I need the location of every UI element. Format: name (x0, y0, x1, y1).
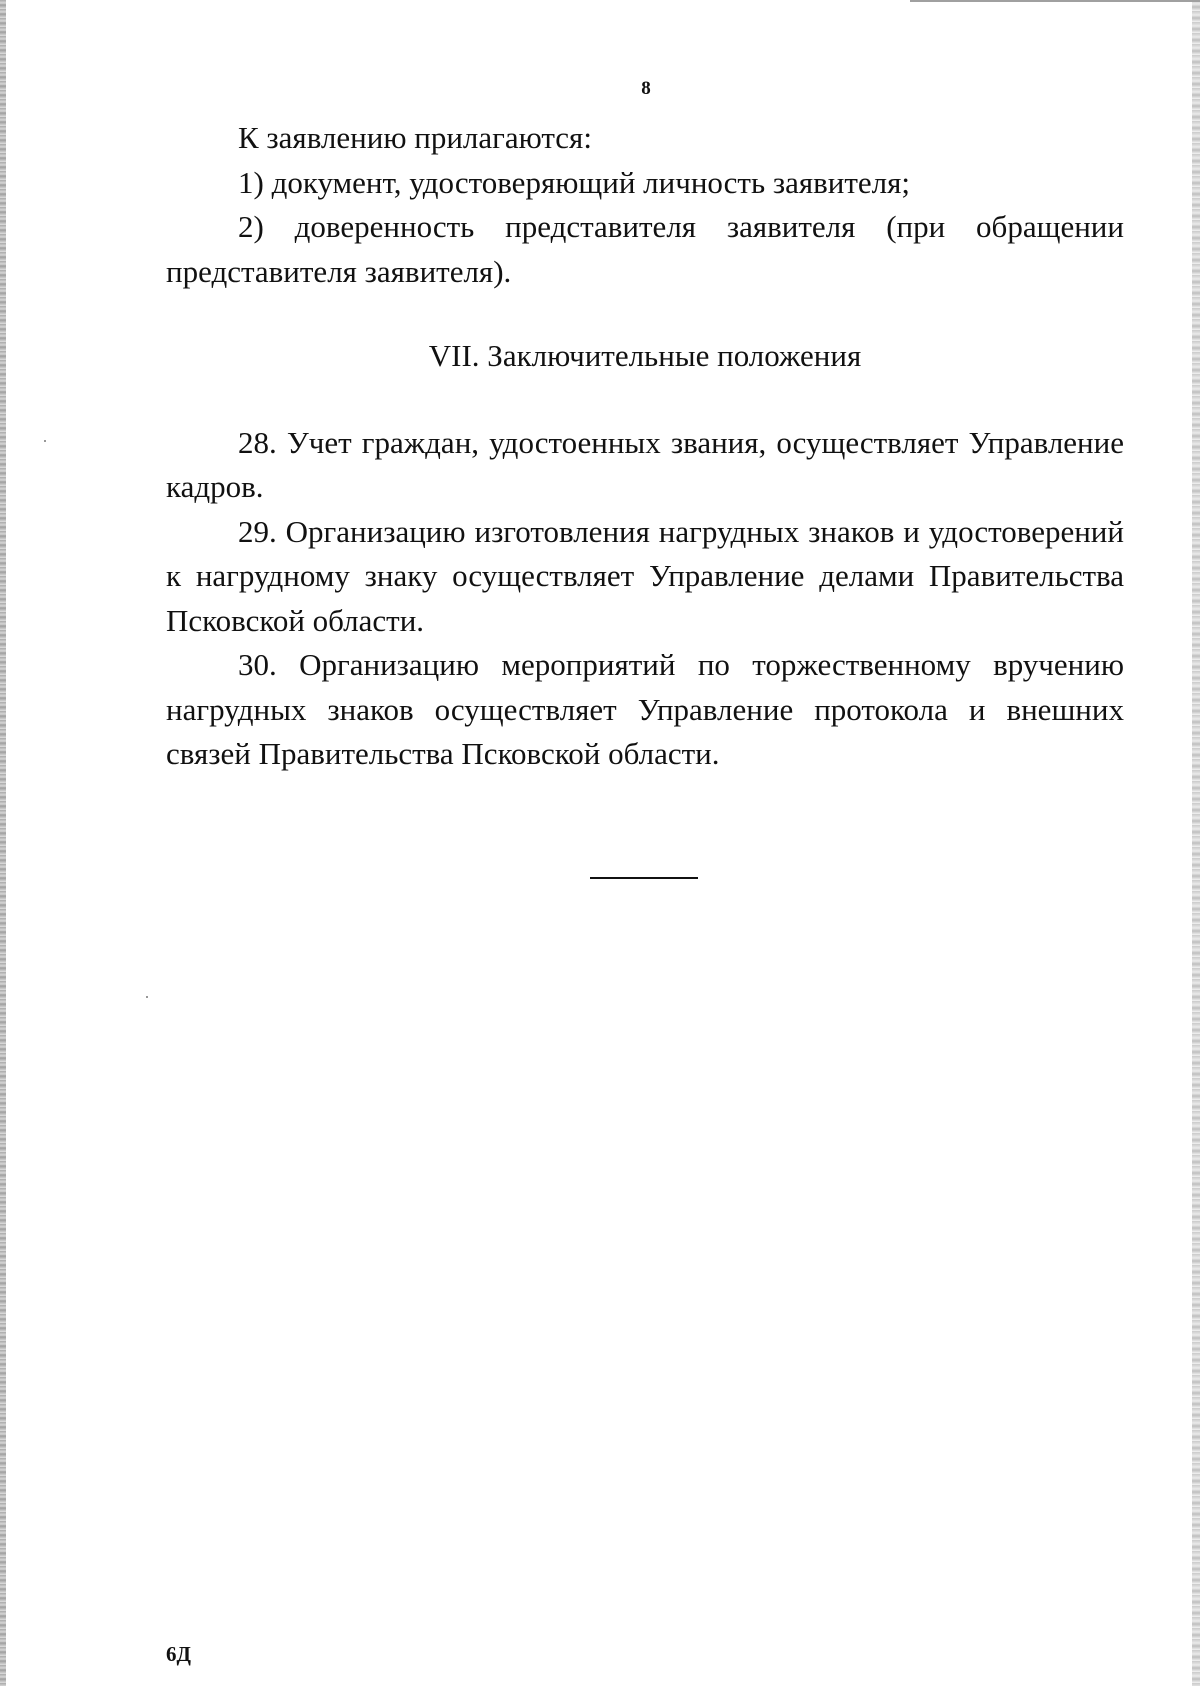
page-number: 8 (641, 78, 651, 99)
end-rule (590, 877, 698, 879)
footer-code: 6Д (166, 1642, 191, 1666)
scan-edge-right (1192, 0, 1200, 1686)
scan-edge-left (0, 0, 6, 1686)
document-body (166, 116, 1124, 777)
paragraph-30: 30. Организацию мероприятий по торжественному вручению нагрудных знаков осуществляет Управление протокола и внешних связей Правительства Псковской области. (166, 647, 1124, 771)
scan-edge-top (910, 0, 1200, 2)
scan-speck (146, 996, 148, 998)
paragraph-attachments-intro: К заявлению прилагаются: (238, 120, 592, 155)
paragraph-29: 29. Организацию изготовления нагрудных знаков и удостоверений к нагрудному знаку осуществляет Управление делами Правительства Псковской области. (166, 513, 1124, 638)
section-heading: VII. Заключительные положения (428, 338, 862, 373)
paragraph-28: 28. Учет граждан, удостоенных звания, осуществляет Управление кадров. (166, 424, 1124, 504)
paragraph-item-2: 2) доверенность представителя заявителя (при обращении представителя заявителя). (166, 209, 1124, 289)
scan-speck (44, 440, 46, 442)
paragraph-item-1: 1) документ, удостоверяющий личность заявителя; (238, 164, 911, 200)
